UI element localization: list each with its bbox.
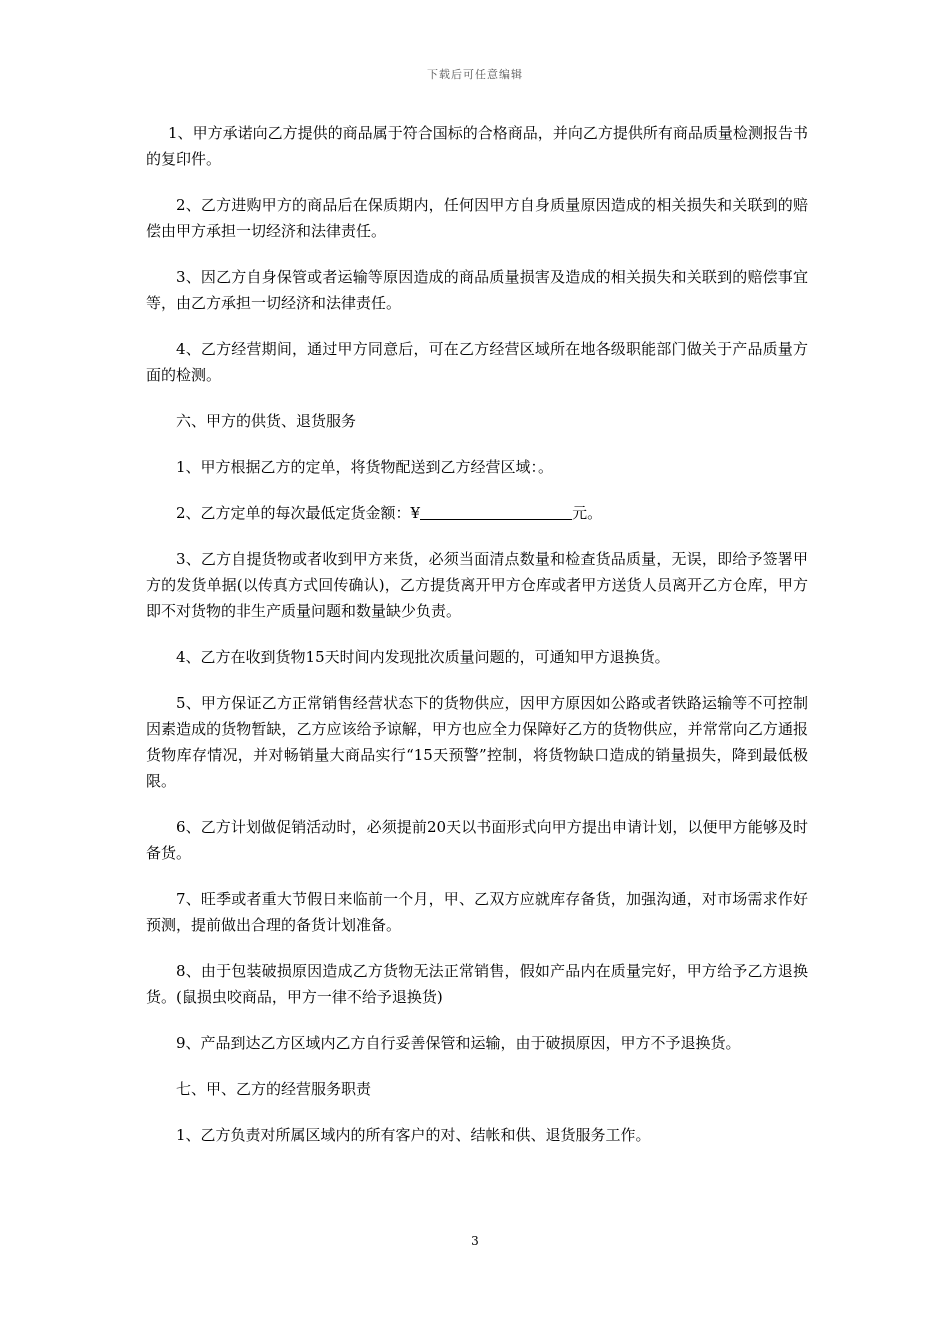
- clause-supply-3: 3、乙方自提货物或者收到甲方来货，必须当面清点数量和检查货品质量，无误，即给予签署甲方的发货单据(以传真方式回传确认)，乙方提货离开甲方仓库或者甲方送货人员离开乙方仓库，甲方即不对货物的非生产质量问题和数量缺少负责。: [146, 550, 808, 620]
- section-heading-supply: 六、甲方的供货、退货服务: [176, 412, 357, 430]
- clause-supply-7: 7、旺季或者重大节假日来临前一个月，甲、乙双方应就库存备货，加强沟通，对市场需求作好预测，提前做出合理的备货计划准备。: [146, 890, 808, 934]
- clause-quality-2: 2、乙方进购甲方的商品后在保质期内，任何因甲方自身质量原因造成的相关损失和关联到的赔偿由甲方承担一切经济和法律责任。: [146, 196, 808, 240]
- clause-quality-3: 3、因乙方自身保管或者运输等原因造成的商品质量损害及造成的相关损失和关联到的赔偿事宜等，由乙方承担一切经济和法律责任。: [146, 268, 808, 312]
- min-order-amount-blank: [420, 503, 572, 520]
- clause-quality-1: 1、甲方承诺向乙方提供的商品属于符合国标的合格商品，并向乙方提供所有商品质量检测报告书的复印件。: [146, 124, 808, 168]
- clause-supply-5: 5、甲方保证乙方正常销售经营状态下的货物供应，因甲方原因如公路或者铁路运输等不可控制因素造成的货物暂缺，乙方应该给予谅解，甲方也应全力保障好乙方的货物供应，并常常向乙方通报货物库存情况，并对畅销量大商品实行“15天预警”控制，将货物缺口造成的销量损失，降到最低极限。: [146, 694, 808, 790]
- clause-supply-6: 6、乙方计划做促销活动时，必须提前20天以书面形式向甲方提出申请计划，以便甲方能够及时备货。: [146, 818, 808, 862]
- page-header-note: 下载后可任意编辑: [427, 68, 523, 81]
- clause-duties-1: 1、乙方负责对所属区域内的所有客户的对、结帐和供、退货服务工作。: [176, 1126, 651, 1144]
- section-heading-duties: 七、甲、乙方的经营服务职责: [176, 1080, 372, 1098]
- clause-supply-4: 4、乙方在收到货物15天时间内发现批次质量问题的，可通知甲方退换货。: [176, 648, 670, 666]
- min-order-suffix: 元。: [572, 504, 603, 522]
- document-body: [146, 120, 808, 1168]
- clause-supply-1: 1、甲方根据乙方的定单，将货物配送到乙方经营区域：。: [176, 458, 554, 476]
- clause-supply-9: 9、产品到达乙方区域内乙方自行妥善保管和运输，由于破损原因，甲方不予退换货。: [176, 1034, 741, 1052]
- page-number: 3: [471, 1234, 479, 1248]
- clause-supply-2: [146, 500, 808, 526]
- clause-supply-8: 8、由于包装破损原因造成乙方货物无法正常销售，假如产品内在质量完好，甲方给予乙方退换货。(鼠损虫咬商品，甲方一律不给予退换货): [146, 962, 808, 1006]
- clause-quality-4: 4、乙方经营期间，通过甲方同意后，可在乙方经营区域所在地各级职能部门做关于产品质量方面的检测。: [146, 340, 808, 384]
- min-order-prefix: 2、乙方定单的每次最低定货金额：¥: [176, 504, 421, 522]
